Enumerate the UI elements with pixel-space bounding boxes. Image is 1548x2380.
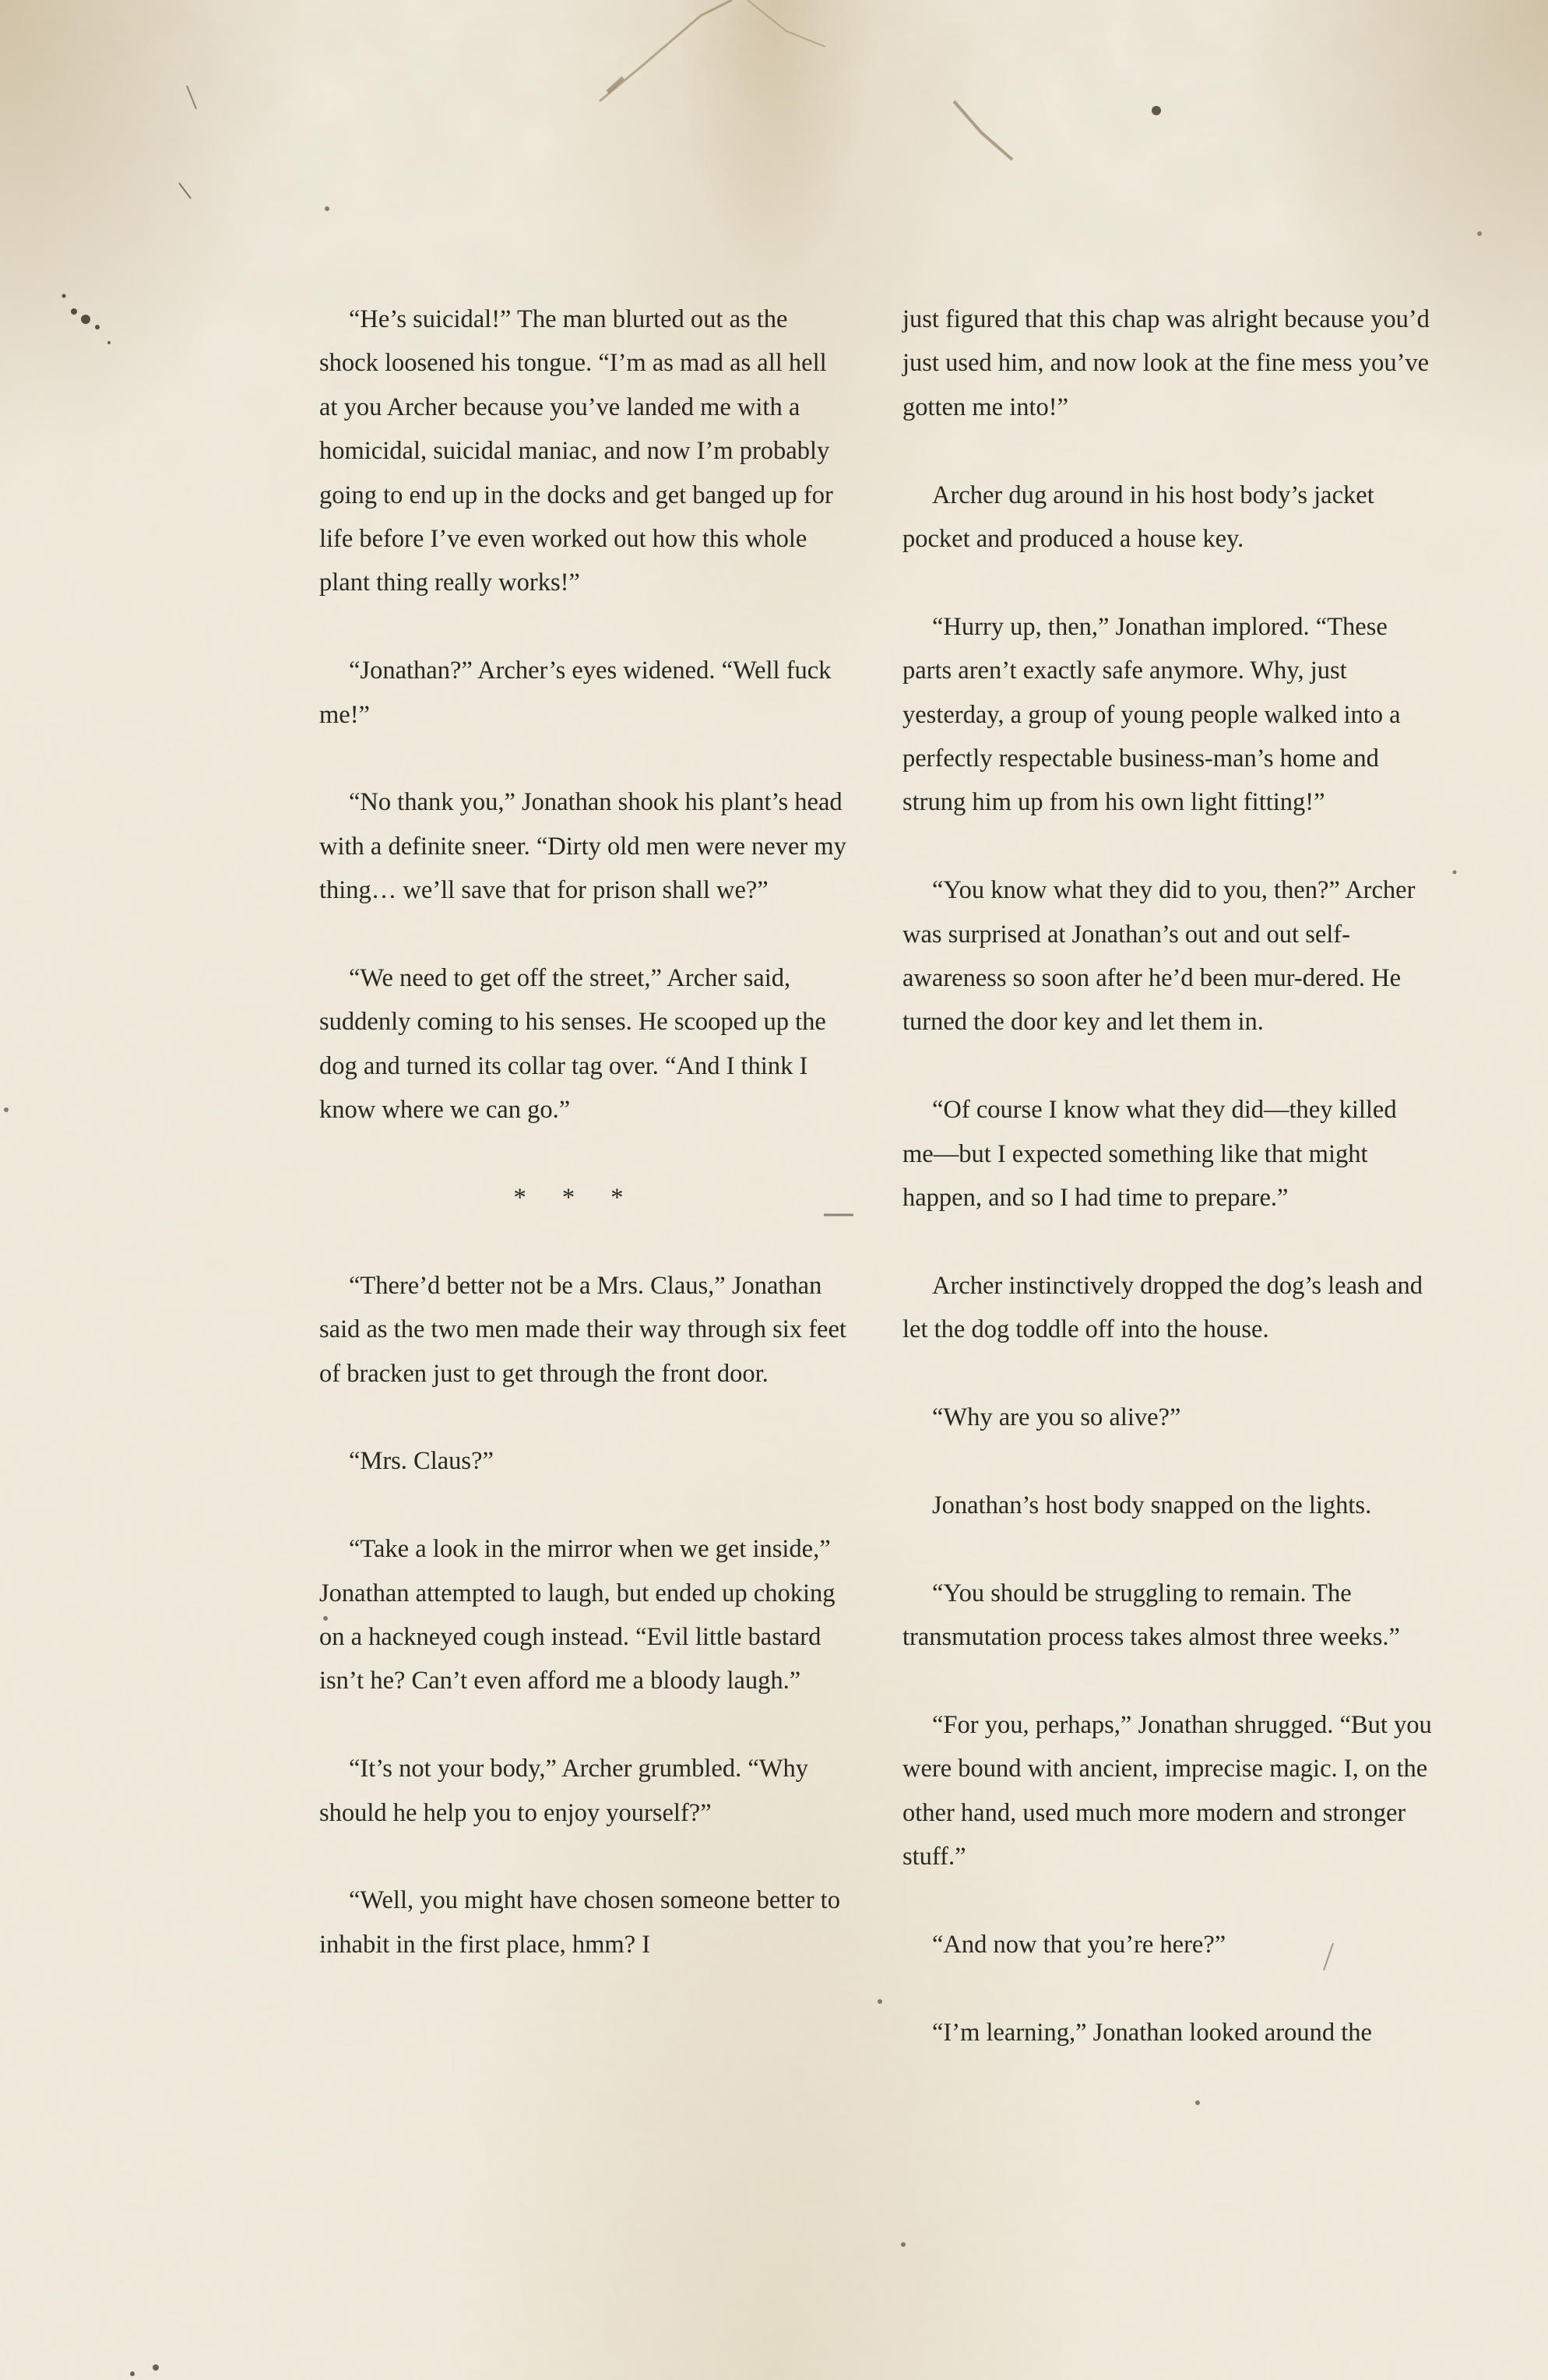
paragraph: “I’m learning,” Jonathan looked around the (932, 2018, 1372, 2047)
paragraph: “Hurry up, then,” Jonathan implored. “These parts aren’t exactly safe anymore. Why, just yesterday, a group of young people walked into a perfectly respectable business-man’s home and strung him up from his own light fitting!” (902, 612, 1401, 817)
paragraph: “Why are you so alive?” (932, 1403, 1181, 1432)
right-column (902, 298, 1432, 2054)
paragraph: Archer dug around in his host body’s jacket pocket and produced a house key. (902, 481, 1374, 554)
paragraph: “Mrs. Claus?” (349, 1447, 494, 1476)
paragraph-continuation: just figured that this chap was alright because you’d just used him, and now look at the fine mess you’ve gotten me into!” (902, 305, 1430, 421)
paragraph: “Jonathan?” Archer’s eyes widened. “Well fuck me!” (319, 657, 832, 729)
left-column (319, 298, 849, 1966)
paragraph: “Well, you might have chosen someone better to inhabit in the first place, hmm? I (319, 1886, 840, 1959)
scene-break: * * * (513, 1184, 624, 1213)
paragraph: “Of course I know what they did—they killed me—but I expected something like that might happen, and so I had time to prepare.” (902, 1096, 1397, 1213)
paragraph: “Take a look in the mirror when we get inside,” Jonathan attempted to laugh, but ended up choking on a hackneyed cough instead. “Evil little bastard isn’t he? Can’t even afford me a bloody laugh.” (319, 1535, 836, 1695)
paragraph: “And now that you’re here?” (932, 1930, 1226, 1959)
paragraph: “There’d better not be a Mrs. Claus,” Jonathan said as the two men made their way through six feet of bracken just to get through the front door. (319, 1271, 846, 1388)
paragraph: “For you, perhaps,” Jonathan shrugged. “But you were bound with ancient, imprecise magic. I, on the other hand, used much more modern and stronger stuff.” (902, 1710, 1432, 1871)
paragraph: “He’s suicidal!” The man blurted out as the shock loosened his tongue. “I’m as mad as all hell at you Archer because you’ve landed me with a homicidal, suicidal maniac, and now I’m probably going to end up in the docks and get banged up for life before I’ve even worked out how this whole plant thing really works!” (319, 305, 833, 597)
paragraph: “No thank you,” Jonathan shook his plant’s head with a definite sneer. “Dirty old men were never my thing… we’ll save that for prison shall we?” (319, 788, 846, 905)
paragraph: Archer instinctively dropped the dog’s leash and let the dog toddle off into the house. (902, 1271, 1423, 1344)
paragraph: “It’s not your body,” Archer grumbled. “Why should he help you to enjoy yourself?” (319, 1755, 808, 1827)
paragraph: Jonathan’s host body snapped on the lights. (932, 1491, 1372, 1519)
paragraph: “You should be struggling to remain. The transmutation process takes almost three weeks.” (902, 1579, 1400, 1652)
paragraph: “We need to get off the street,” Archer said, suddenly coming to his senses. He scooped up the dog and turned its collar tag over. “And I think I know where we can go.” (319, 964, 826, 1125)
paragraph: “You know what they did to you, then?” Archer was surprised at Jonathan’s out and out self-awareness so soon after he’d been mur-dered. He turned the door key and let them in. (902, 876, 1416, 1037)
